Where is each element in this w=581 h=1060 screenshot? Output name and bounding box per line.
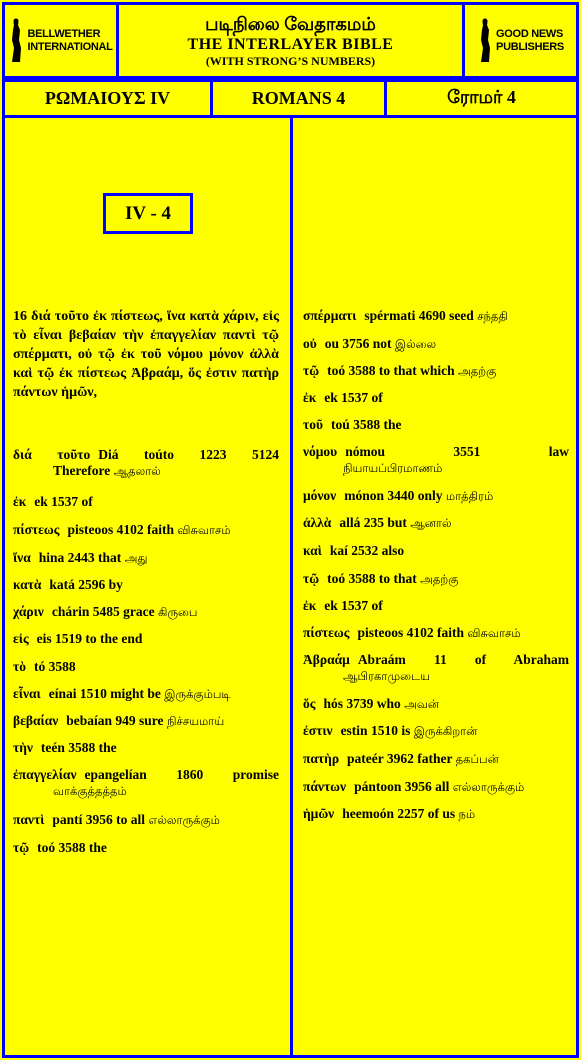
word-details: hina 2443 that bbox=[38, 550, 122, 565]
greek-word: Ἀβραάμ bbox=[303, 652, 350, 667]
tamil-word: ஆனால் bbox=[410, 518, 452, 530]
figure-icon bbox=[477, 18, 493, 64]
word-details: pateér 3962 father bbox=[347, 751, 453, 766]
word-details: heemoón 2257 of us bbox=[342, 806, 456, 821]
greek-word: ἐπαγγελίαν bbox=[13, 767, 77, 782]
word-entry bbox=[303, 390, 569, 406]
tamil-word: நியாயப்பிரமாணம் bbox=[343, 463, 443, 475]
book-header-tamil: ரோமர் 4 bbox=[384, 79, 579, 118]
tamil-word: ஆதலால் bbox=[113, 466, 161, 478]
greek-word: ἡμῶν bbox=[303, 806, 335, 821]
greek-word: τῷ bbox=[303, 571, 320, 586]
word-details: pántoon 3956 all bbox=[354, 779, 450, 794]
word-entry bbox=[303, 652, 569, 685]
bellwether-logo bbox=[2, 2, 119, 79]
word-entry bbox=[303, 488, 569, 505]
word-details: pisteoos 4102 faith bbox=[67, 522, 174, 537]
book-header-english: ROMANS 4 bbox=[210, 79, 387, 118]
tamil-word: அது bbox=[124, 553, 148, 565]
word-entry bbox=[303, 336, 569, 353]
word-entry bbox=[303, 417, 569, 433]
good-news-logo bbox=[462, 2, 579, 79]
word-entry bbox=[303, 363, 569, 380]
tamil-word: கிருபை bbox=[157, 607, 198, 619]
greek-word: χάριν bbox=[13, 604, 44, 619]
word-entry bbox=[13, 550, 279, 567]
word-entry bbox=[303, 696, 569, 713]
tamil-word: விசுவாசம் bbox=[467, 628, 521, 640]
greek-word: βεβαίαν bbox=[13, 713, 59, 728]
greek-word: τῷ bbox=[13, 840, 30, 855]
word-entry bbox=[303, 625, 569, 642]
word-details: ou 3756 not bbox=[324, 336, 392, 351]
greek-word: πίστεως bbox=[13, 522, 60, 537]
word-entry bbox=[13, 494, 279, 510]
word-entry bbox=[303, 751, 569, 768]
greek-word: κατὰ bbox=[13, 577, 42, 592]
word-entry bbox=[303, 806, 569, 823]
word-entry bbox=[13, 840, 279, 856]
word-entry bbox=[303, 308, 569, 325]
word-details: Diá toúto 1223 5124 bbox=[98, 447, 279, 462]
word-entry bbox=[303, 779, 569, 796]
word-details: ek 1537 of bbox=[324, 598, 383, 613]
word-details: hós 3739 who bbox=[323, 696, 401, 711]
tamil-word: இருக்கிறான் bbox=[413, 726, 478, 738]
word-details: allá 235 but bbox=[339, 515, 407, 530]
greek-word: εἶναι bbox=[13, 686, 41, 701]
tamil-word: அவன் bbox=[404, 699, 440, 711]
word-details: eis 1519 to the end bbox=[36, 631, 143, 646]
word-details: Abraám 11 of Abraham bbox=[357, 652, 569, 667]
word-details: kaí 2532 also bbox=[329, 543, 405, 558]
tamil-word: வாக்குத்தத்தம் bbox=[53, 786, 127, 798]
word-details: teén 3588 the bbox=[40, 740, 117, 755]
tamil-word: இருக்கும்படி bbox=[164, 689, 231, 701]
word-entry bbox=[13, 812, 279, 829]
tamil-word: நிச்சயமாய் bbox=[166, 716, 225, 728]
word-entry bbox=[13, 631, 279, 647]
greek-word: πάντων bbox=[303, 779, 347, 794]
word-details: spérmati 4690 seed bbox=[364, 308, 474, 323]
greek-word: πίστεως bbox=[303, 625, 350, 640]
greek-word: καὶ bbox=[303, 543, 322, 558]
word-details: mónon 3440 only bbox=[344, 488, 443, 503]
greek-word: ὅς bbox=[303, 696, 316, 711]
title-block bbox=[116, 2, 465, 79]
word-entry bbox=[13, 767, 279, 800]
tamil-word: அதற்கு bbox=[420, 574, 459, 586]
page-subtitle: (WITH STRONG’S NUMBERS) bbox=[205, 53, 376, 68]
word-entry bbox=[13, 522, 279, 539]
greek-word: τῷ bbox=[303, 363, 320, 378]
tamil-word: சந்ததி bbox=[477, 311, 508, 323]
right-logo-line2: PUBLISHERS bbox=[496, 40, 564, 53]
tamil-word: நம் bbox=[458, 809, 476, 821]
word-details: pisteoos 4102 faith bbox=[357, 625, 464, 640]
word-details: nómou 3551 law bbox=[345, 444, 569, 459]
word-entry bbox=[303, 444, 569, 477]
tamil-word: தகப்பன் bbox=[455, 754, 499, 766]
word-details: bebaían 949 sure bbox=[66, 713, 164, 728]
word-details: chárin 5485 grace bbox=[51, 604, 155, 619]
greek-word: μόνον bbox=[303, 488, 337, 503]
greek-word: τὴν bbox=[13, 740, 33, 755]
greek-word: τοῦ bbox=[303, 417, 323, 432]
word-entry bbox=[303, 723, 569, 740]
word-details: tó 3588 bbox=[33, 659, 76, 674]
word-entry bbox=[13, 604, 279, 621]
tamil-word: ஆபிரகாமுடைய bbox=[343, 671, 431, 683]
tamil-word: இல்லை bbox=[394, 339, 437, 351]
tamil-word: விசுவாசம் bbox=[177, 525, 231, 537]
greek-word: οὐ bbox=[303, 336, 317, 351]
tamil-word: எல்லாருக்கும் bbox=[148, 815, 220, 827]
word-meaning: Therefore bbox=[53, 463, 111, 478]
greek-word: ἵνα bbox=[13, 550, 31, 565]
word-entry bbox=[303, 543, 569, 559]
word-entry bbox=[303, 571, 569, 588]
left-logo-line1: BELLWETHER bbox=[27, 27, 101, 40]
greek-word: ἐκ bbox=[13, 494, 27, 509]
word-entry bbox=[13, 686, 279, 703]
greek-word: σπέρματι bbox=[303, 308, 357, 323]
word-details: toú 3588 the bbox=[330, 417, 402, 432]
greek-word: νόμου bbox=[303, 444, 338, 459]
tamil-word: மாத்திரம் bbox=[445, 491, 494, 503]
word-entry bbox=[13, 740, 279, 756]
word-details: estin 1510 is bbox=[340, 723, 411, 738]
word-details: katá 2596 by bbox=[49, 577, 123, 592]
verse-reference: IV - 4 bbox=[103, 193, 193, 234]
word-details: toó 3588 to that bbox=[327, 571, 417, 586]
greek-word: παντὶ bbox=[13, 812, 45, 827]
right-logo-line1: GOOD NEWS bbox=[496, 27, 564, 40]
page-title: THE INTERLAYER BIBLE bbox=[187, 35, 394, 53]
word-details: pantí 3956 to all bbox=[52, 812, 146, 827]
tamil-title: படிநிலை வேதாகமம் bbox=[205, 13, 376, 34]
tamil-word: அதற்கு bbox=[457, 366, 497, 378]
greek-word: εἰς bbox=[13, 631, 29, 646]
word-details: epangelían 1860 promise bbox=[84, 767, 279, 782]
word-details: ek 1537 of bbox=[324, 390, 383, 405]
figure-icon bbox=[8, 18, 24, 64]
word-entry bbox=[13, 447, 279, 480]
word-details: ek 1537 of bbox=[34, 494, 93, 509]
word-entry bbox=[13, 577, 279, 593]
greek-word: διά τοῦτο bbox=[13, 447, 91, 462]
word-details: eínai 1510 might be bbox=[48, 686, 161, 701]
verse-text: 16 διά τοῦτο ἐκ πίστεως, ἵνα κατὰ χάριν, εἰς τὸ εἶναι βεβαίαν τὴν ἐπαγγελίαν παντὶ τῷ σπέρματι, οὐ τῷ ἐκ τοῦ νόμου μόνον ἀλλὰ καὶ τῷ ἐκ πίστεως Ἀβραάμ, ὅς ἐστιν πατὴρ πάντων ἡμῶν, bbox=[13, 309, 279, 400]
greek-word: ἐστιν bbox=[303, 723, 333, 738]
word-entry bbox=[303, 515, 569, 532]
word-details: toó 3588 to that which bbox=[327, 363, 455, 378]
greek-word: ἀλλὰ bbox=[303, 515, 332, 530]
word-entry bbox=[303, 598, 569, 614]
book-header-greek: ΡΩΜΑΙΟΥΣ IV bbox=[2, 79, 213, 118]
greek-word: ἐκ bbox=[303, 598, 317, 613]
tamil-word: எல்லாருக்கும் bbox=[452, 782, 525, 794]
greek-word: πατὴρ bbox=[303, 751, 340, 766]
word-entry bbox=[13, 713, 279, 730]
word-entry bbox=[13, 659, 279, 675]
greek-word: τὸ bbox=[13, 659, 26, 674]
left-logo-line2: INTERNATIONAL bbox=[27, 40, 113, 53]
greek-word: ἐκ bbox=[303, 390, 317, 405]
word-details: toó 3588 the bbox=[37, 840, 107, 855]
